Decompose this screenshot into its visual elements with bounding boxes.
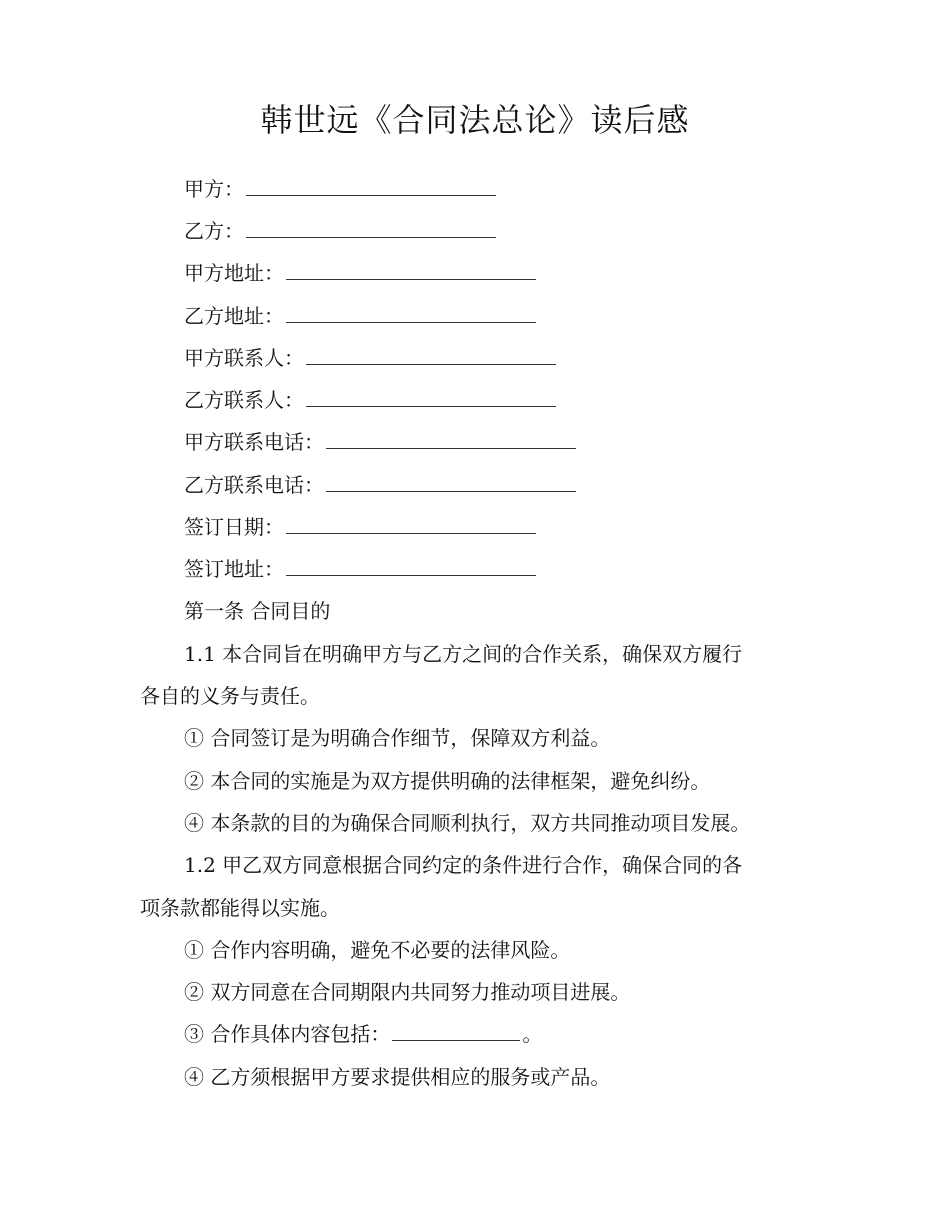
field-label: 甲方联系人： <box>184 346 304 370</box>
fill-in-blank <box>326 473 576 492</box>
field-party-b-contact <box>184 385 556 415</box>
clause-1-2-text-continued: 项条款都能得以实施。 <box>140 896 340 920</box>
fill-in-blank <box>306 388 556 407</box>
field-label: 乙方联系电话： <box>184 473 324 497</box>
fill-in-blank <box>392 1022 520 1041</box>
field-label: 签订地址： <box>184 557 284 581</box>
field-party-b <box>184 216 496 246</box>
list-item: ② 本合同的实施是为双方提供明确的法律框架，避免纠纷。 <box>184 769 711 793</box>
clause-1-1-text-continued: 各自的义务与责任。 <box>140 684 320 708</box>
field-party-a <box>184 174 496 204</box>
list-item: ① 合作内容明确，避免不必要的法律风险。 <box>184 938 571 962</box>
clause-1-1-text: 1.1 本合同旨在明确甲方与乙方之间的合作关系，确保双方履行 <box>184 642 743 666</box>
list-item-with-blank <box>184 1019 542 1049</box>
list-item: ② 双方同意在合同期限内共同努力推动项目进展。 <box>184 980 631 1004</box>
field-label: 乙方： <box>184 219 244 243</box>
fill-in-blank <box>286 304 536 323</box>
field-label: 甲方： <box>184 177 244 201</box>
fill-in-blank <box>326 430 576 449</box>
fill-in-blank <box>306 346 556 365</box>
field-party-b-phone <box>184 470 576 500</box>
list-item: ④ 本条款的目的为确保合同顺利执行，双方共同推动项目发展。 <box>184 811 751 835</box>
field-label: 甲方联系电话： <box>184 430 324 454</box>
clause-1-2-text: 1.2 甲乙双方同意根据合同约定的条件进行合作，确保合同的各 <box>184 853 743 877</box>
field-party-a-address <box>184 258 536 288</box>
field-party-b-address <box>184 301 536 331</box>
field-label: 乙方地址： <box>184 304 284 328</box>
field-label: 甲方地址： <box>184 261 284 285</box>
fill-in-blank <box>286 261 536 280</box>
list-item: ① 合同签订是为明确合作细节，保障双方利益。 <box>184 726 611 750</box>
list-item-punctuation: 。 <box>522 1022 543 1046</box>
fill-in-blank <box>286 557 536 576</box>
fill-in-blank <box>246 177 496 196</box>
field-label: 签订日期： <box>184 515 284 539</box>
list-item: ④ 乙方须根据甲方要求提供相应的服务或产品。 <box>184 1065 611 1089</box>
field-signing-address <box>184 554 536 584</box>
list-item-text: ③ 合作具体内容包括： <box>184 1022 391 1046</box>
fill-in-blank <box>246 219 496 238</box>
document-title: 韩世远《合同法总论》读后感 <box>260 101 690 139</box>
field-signing-date <box>184 512 536 542</box>
field-label: 乙方联系人： <box>184 388 304 412</box>
field-party-a-contact <box>184 343 556 373</box>
fill-in-blank <box>286 515 536 534</box>
article-heading: 第一条 合同目的 <box>184 599 331 623</box>
field-party-a-phone <box>184 427 576 457</box>
